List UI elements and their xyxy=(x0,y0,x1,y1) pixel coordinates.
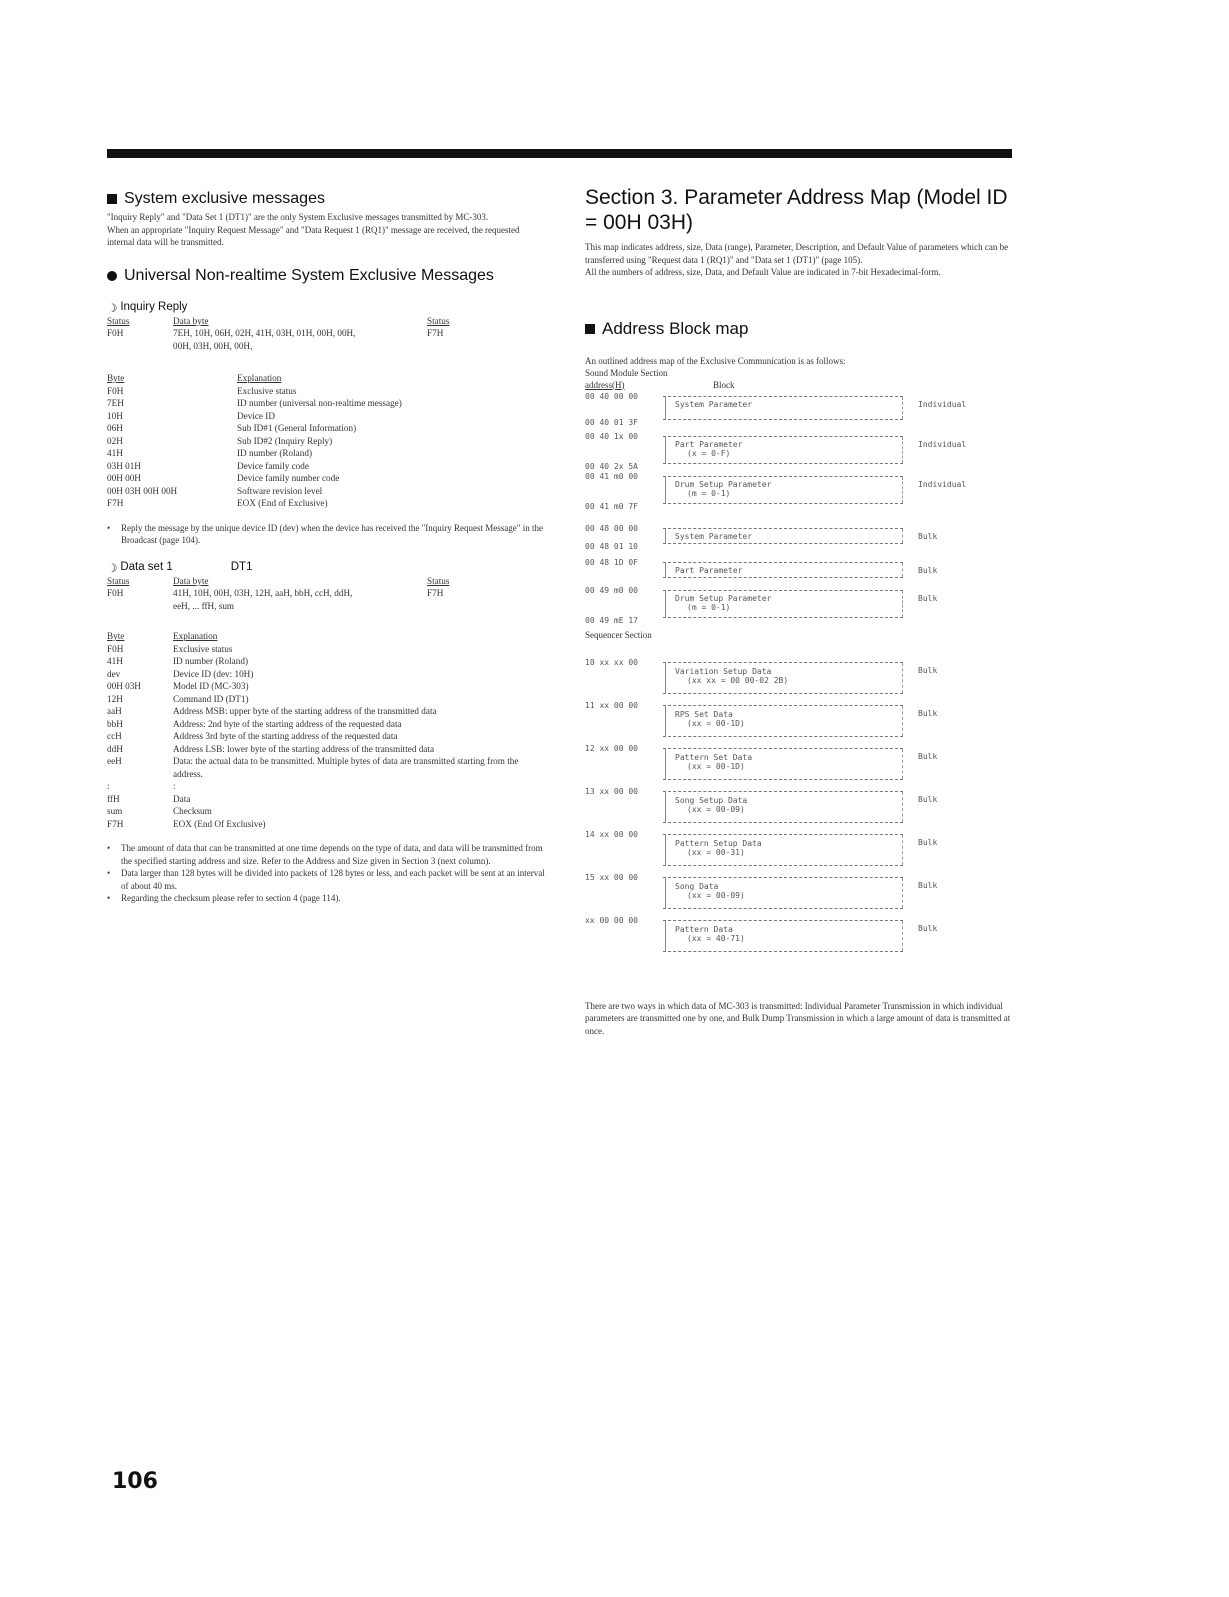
address-end: 00 49 mE 17 xyxy=(585,615,638,625)
note-text: The amount of data that can be transmitted at one time depends on the type of data, and data will be transmitted from the specified starting address and size. Refer to the Address and Size given in Section 3 (next column). xyxy=(121,843,543,866)
block-map-text: An outlined address map of the Exclusive Communication is as follows: xyxy=(585,355,846,366)
address-end: 00 48 01 10 xyxy=(585,541,638,551)
byte-cell: aaH xyxy=(107,706,122,716)
block-name: Pattern Setup Data xyxy=(675,838,762,848)
table-row xyxy=(107,755,547,780)
address-block xyxy=(663,791,903,823)
explanation-cell: Exclusive status xyxy=(237,385,297,396)
explanation-cell: Address MSB: upper byte of the starting address of the transmitted data xyxy=(173,706,437,716)
table-row xyxy=(107,435,547,448)
table-row xyxy=(107,485,547,498)
byte-cell: 03H 01H xyxy=(107,460,141,471)
explanation-cell: Sub ID#1 (General Information) xyxy=(237,423,357,433)
note-item: • Data larger than 128 bytes will be divided into packets of 128 bytes or less, and each packet will be sent at an interval of about 40 ms. xyxy=(107,867,547,892)
block-detail: (xx = 00-09) xyxy=(687,804,745,814)
data-set-title: ☽ Data set 1 DT1 xyxy=(107,560,253,575)
explanation-cell: Data: the actual data to be transmitted. Multiple bytes of data are transmitted starting from the address. xyxy=(173,756,519,779)
address-start: 00 48 1D 0F xyxy=(585,557,638,567)
block-name: RPS Set Data xyxy=(675,709,733,719)
byte-cell: : xyxy=(107,781,110,791)
square-bullet-icon xyxy=(107,194,117,204)
block-name: Pattern Set Data xyxy=(675,752,753,762)
address-block xyxy=(663,920,903,952)
byte-cell: ffH xyxy=(107,793,120,804)
transfer-kind: Bulk xyxy=(918,751,938,761)
byte-cell: 00H 00H xyxy=(107,473,141,483)
address-block xyxy=(663,662,903,694)
transfer-kind: Bulk xyxy=(918,794,938,804)
byte-cell: 00H 03H 00H 00H xyxy=(107,485,178,496)
block-detail: (xx = 00-1D) xyxy=(687,761,745,771)
byte-cell: F7H xyxy=(107,818,124,829)
table-header: Status Data byte Status xyxy=(107,575,450,586)
explanation-cell: Device ID xyxy=(237,410,276,421)
inquiry-status-table xyxy=(107,315,547,353)
table-row: F0H 7EH, 10H, 06H, 02H, 41H, 03H, 01H, 00H, 00H, F7H xyxy=(107,328,444,338)
table-row xyxy=(107,780,547,793)
page-number: 106 xyxy=(112,1469,158,1494)
transfer-kind: Individual xyxy=(918,439,967,449)
sound-module-label: Sound Module Section xyxy=(585,368,668,378)
address-start: 10 xx xx 00 xyxy=(585,657,638,667)
byte-cell: 06H xyxy=(107,423,123,433)
explanation-cell: Device family code xyxy=(237,460,309,471)
explanation-cell: EOX (End of Exclusive) xyxy=(237,498,328,508)
dataset-notes xyxy=(107,842,547,905)
block-detail: (m = 0-1) xyxy=(687,488,731,498)
byte-cell: F7H xyxy=(107,498,124,508)
table-row xyxy=(107,805,547,818)
table-row xyxy=(107,693,547,706)
block-detail: (xx = 00-09) xyxy=(687,890,745,900)
table-row xyxy=(107,447,547,460)
byte-cell: 41H xyxy=(107,656,123,666)
block-detail: (xx = 00-31) xyxy=(687,847,745,857)
address-end: 00 40 01 3F xyxy=(585,417,638,427)
block-name: Variation Setup Data xyxy=(675,666,772,676)
table-row: F0H 41H, 10H, 00H, 03H, 12H, aaH, bbH, ccH, ddH, F7H xyxy=(107,588,444,598)
circle-bullet-icon xyxy=(107,271,117,281)
byte-cell: bbH xyxy=(107,718,123,729)
left-column xyxy=(107,190,547,905)
explanation-cell: Address 3rd byte of the starting address of the requested data xyxy=(173,731,398,741)
table-row xyxy=(107,472,547,485)
address-start: 00 41 m0 00 xyxy=(585,471,638,481)
note-item: • Regarding the checksum please refer to section 4 (page 114). xyxy=(107,893,341,903)
byte-cell: 12H xyxy=(107,693,123,704)
explanation-cell: Address: 2nd byte of the starting address of the requested data xyxy=(173,718,402,729)
block-name: System Parameter xyxy=(675,531,753,541)
transfer-kind: Bulk xyxy=(918,531,938,541)
explanation-cell: Data xyxy=(173,793,191,804)
address-start: xx 00 00 00 xyxy=(585,915,638,925)
block-column-header: Block xyxy=(713,379,735,390)
transfer-kind: Bulk xyxy=(918,880,938,890)
inquiry-note: • Reply the message by the unique device ID (dev) when the device has received the "Inquiry Request Message" in the Broadcast (page 104). xyxy=(107,522,543,545)
table-row: eeH, ... ffH, sum xyxy=(173,600,235,611)
address-start: 11 xx 00 00 xyxy=(585,700,638,710)
explanation-cell: Device ID (dev: 10H) xyxy=(173,668,254,679)
transfer-kind: Bulk xyxy=(918,708,938,718)
block-map-heading: Address Block map xyxy=(585,319,1015,339)
explanation-cell: Sub ID#2 (Inquiry Reply) xyxy=(237,435,333,446)
transfer-kind: Bulk xyxy=(918,923,938,933)
block-name: Song Setup Data xyxy=(675,795,748,805)
block-name: Part Parameter xyxy=(675,439,743,449)
explanation-cell: Device family number code xyxy=(237,473,340,483)
address-start: 00 40 00 00 xyxy=(585,391,638,401)
sound-module-map xyxy=(585,380,1015,630)
address-block xyxy=(663,476,903,504)
address-block xyxy=(663,748,903,780)
address-start: 00 48 00 00 xyxy=(585,523,638,533)
explanation-cell: Model ID (MC-303) xyxy=(173,681,249,691)
table-row xyxy=(107,743,547,756)
address-end: 00 40 2x 5A xyxy=(585,461,638,471)
block-detail: (x = 0-F) xyxy=(687,448,731,458)
address-block xyxy=(663,436,903,464)
explanation-cell: Address LSB: lower byte of the starting address of the transmitted data xyxy=(173,743,435,754)
byte-cell: 41H xyxy=(107,448,123,458)
explanation-cell: : xyxy=(173,781,176,791)
address-block xyxy=(663,528,903,544)
dataset-status-table xyxy=(107,575,547,613)
byte-cell: 7EH xyxy=(107,398,124,408)
block-name: Drum Setup Parameter xyxy=(675,593,772,603)
table-row xyxy=(107,397,547,410)
explanation-cell: Software revision level xyxy=(237,485,323,496)
table-row xyxy=(107,643,547,656)
transfer-kind: Bulk xyxy=(918,665,938,675)
block-name: Part Parameter xyxy=(675,565,743,575)
explanation-cell: ID number (Roland) xyxy=(173,656,249,666)
byte-cell: ddH xyxy=(107,743,123,754)
sysex-heading: System exclusive messages xyxy=(107,190,547,208)
sequencer-label: Sequencer Section xyxy=(585,629,652,640)
table-row xyxy=(107,718,547,731)
byte-cell: 10H xyxy=(107,410,123,421)
address-start: 00 49 m0 00 xyxy=(585,585,638,595)
sysex-text: "Inquiry Reply" and "Data Set 1 (DT1)" are the only System Exclusive messages transmitted by MC-303. xyxy=(107,212,489,222)
address-block xyxy=(663,834,903,866)
explanation-cell: Checksum xyxy=(173,806,212,816)
table-row xyxy=(107,497,547,510)
transfer-kind: Bulk xyxy=(918,565,938,575)
transfer-kind: Bulk xyxy=(918,593,938,603)
explanation-cell: Exclusive status xyxy=(173,643,233,654)
table-header: Status Data byte Status xyxy=(107,315,450,326)
address-block xyxy=(663,590,903,618)
sequencer-map xyxy=(585,630,1015,990)
address-block xyxy=(663,877,903,909)
explanation-cell: ID number (universal non-realtime message) xyxy=(237,398,402,408)
table-row xyxy=(107,705,547,718)
right-column xyxy=(585,185,1015,1037)
address-start: 14 xx 00 00 xyxy=(585,829,638,839)
sysex-text-2: When an appropriate "Inquiry Request Message" and "Data Request 1 (RQ1)" message are received, the requested internal data will be transmitted. xyxy=(107,224,520,247)
byte-cell: dev xyxy=(107,668,121,679)
byte-cell: eeH xyxy=(107,756,122,766)
table-row xyxy=(107,460,547,473)
block-name: Drum Setup Parameter xyxy=(675,479,772,489)
address-block xyxy=(663,705,903,737)
address-start: 13 xx 00 00 xyxy=(585,786,638,796)
table-row: 00H, 03H, 00H, 00H, xyxy=(173,340,253,351)
byte-cell: ccH xyxy=(107,731,122,741)
transfer-kind: Individual xyxy=(918,399,967,409)
address-start: 12 xx 00 00 xyxy=(585,743,638,753)
section-title: Section 3. Parameter Address Map (Model ID = 00H 03H) xyxy=(585,186,1008,234)
transfer-kind: Individual xyxy=(918,479,967,489)
block-detail: (xx = 40-71) xyxy=(687,933,745,943)
inquiry-reply-title: ☽ Inquiry Reply xyxy=(107,300,188,315)
address-start: 00 40 1x 00 xyxy=(585,431,638,441)
note-text: Data larger than 128 bytes will be divided into packets of 128 bytes or less, and each packet will be sent at an interval of about 40 ms. xyxy=(121,868,545,891)
address-start: 15 xx 00 00 xyxy=(585,872,638,882)
block-name: Pattern Data xyxy=(675,924,733,934)
table-row xyxy=(107,422,547,435)
table-row xyxy=(107,385,547,398)
square-bullet-icon xyxy=(585,324,595,334)
address-end: 00 41 m0 7F xyxy=(585,501,638,511)
table-row xyxy=(107,410,547,423)
block-detail: (m = 0-1) xyxy=(687,602,731,612)
block-name: System Parameter xyxy=(675,399,753,409)
block-name: Song Data xyxy=(675,881,719,891)
transfer-kind: Bulk xyxy=(918,837,938,847)
intro-text-2: All the numbers of address, size, Data, and Default Value are indicated in 7-bit Hexadecimal-form. xyxy=(585,267,941,277)
address-block xyxy=(663,396,903,420)
block-detail: (xx = 00-1D) xyxy=(687,718,745,728)
note-item: • The amount of data that can be transmitted at one time depends on the type of data, and data will be transmitted from the specified starting address and size. Refer to the Address and Size given in Section 3 (next column). xyxy=(107,842,547,867)
explanation-cell: EOX (End Of Exclusive) xyxy=(173,818,266,829)
block-detail: (xx xx = 00 00-02 2B) xyxy=(687,675,789,685)
universal-heading: Universal Non-realtime System Exclusive Messages xyxy=(107,267,547,285)
intro-text: This map indicates address, size, Data (range), Parameter, Description, and Default Value of parameters which can be transferred using "Request data 1 (RQ1)" and "Data set 1 (DT1)" (page 105). xyxy=(585,242,1009,265)
byte-cell: F0H xyxy=(107,385,124,396)
table-row xyxy=(107,793,547,806)
closing-text: There are two ways in which data of MC-303 is transmitted: Individual Parameter Transmission in which individual parameters are transmitted one by one, and Bulk Dump Transmission in which a large amount of data is transmitted at once. xyxy=(585,1000,1011,1036)
top-rule xyxy=(107,149,1012,158)
address-column-header: address(H) xyxy=(585,379,625,390)
moon-bullet-icon: ☽ xyxy=(107,562,118,575)
byte-cell: 02H xyxy=(107,435,123,446)
table-row xyxy=(107,818,547,831)
inquiry-byte-table xyxy=(107,372,547,510)
table-row xyxy=(107,730,547,743)
table-row xyxy=(107,655,547,668)
table-header: Byte Explanation xyxy=(107,373,282,383)
table-header: Byte Explanation xyxy=(107,631,218,641)
address-block xyxy=(663,562,903,578)
explanation-cell: ID number (Roland) xyxy=(237,448,313,458)
table-row xyxy=(107,668,547,681)
table-row xyxy=(107,680,547,693)
note-text: Regarding the checksum please refer to section 4 (page 114). xyxy=(121,893,341,903)
dataset-byte-table xyxy=(107,630,547,830)
moon-bullet-icon: ☽ xyxy=(107,302,118,315)
explanation-cell: Command ID (DT1) xyxy=(173,693,249,704)
byte-cell: 00H 03H xyxy=(107,681,141,691)
byte-cell: F0H xyxy=(107,643,124,654)
byte-cell: sum xyxy=(107,806,123,816)
